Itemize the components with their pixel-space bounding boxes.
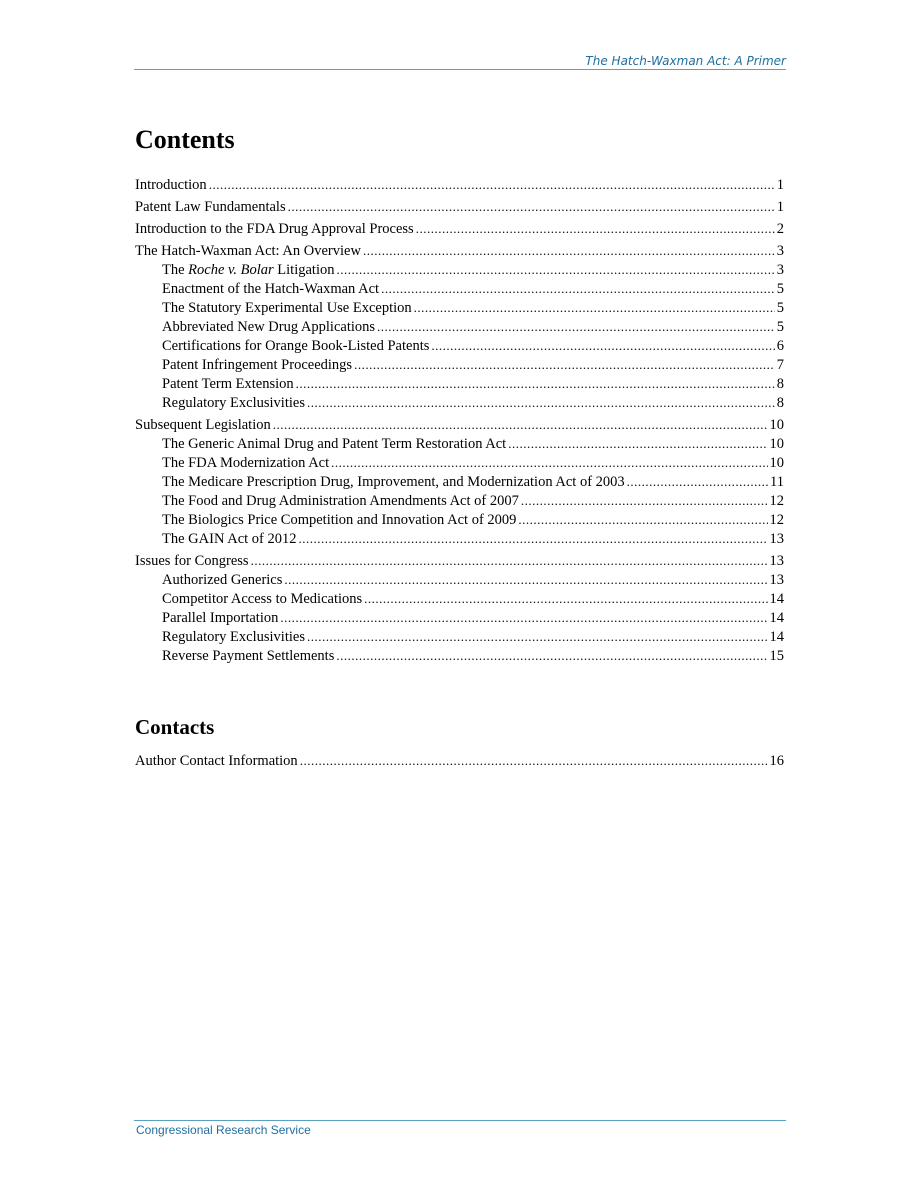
toc-entry[interactable] (135, 260, 784, 279)
toc-entry[interactable] (135, 197, 784, 216)
toc-entry[interactable] (135, 551, 784, 570)
toc-page-number: 13 (769, 572, 784, 588)
toc-entry[interactable] (135, 529, 784, 548)
dot-leader (627, 472, 768, 491)
toc-page-number: 14 (769, 629, 784, 645)
toc-entry-title-suffix: Litigation (273, 262, 335, 278)
toc-entry[interactable] (135, 415, 784, 434)
toc-page-number: 1 (776, 177, 784, 193)
toc-entry[interactable] (135, 374, 784, 393)
dot-leader (354, 355, 775, 374)
dot-leader (364, 589, 767, 608)
toc-page-number: 8 (776, 376, 784, 392)
toc-entry-title: The FDA Modernization Act (162, 455, 330, 471)
footer-source: Congressional Research Service (136, 1123, 311, 1137)
dot-leader (288, 197, 775, 216)
header-rule (134, 69, 786, 70)
dot-leader (300, 751, 768, 770)
dot-leader (336, 260, 774, 279)
toc-entry-title: The Hatch-Waxman Act: An Overview (135, 243, 361, 259)
toc-entry-title (162, 261, 334, 280)
dot-leader (307, 627, 768, 646)
dot-leader (273, 415, 768, 434)
toc-entry[interactable] (135, 298, 784, 317)
contacts-list (135, 751, 784, 770)
toc-entry[interactable] (135, 219, 784, 238)
toc-entry[interactable] (135, 453, 784, 472)
toc-entry[interactable] (135, 510, 784, 529)
toc-page-number: 5 (776, 281, 784, 297)
toc-entry-title-prefix: The (162, 262, 189, 278)
dot-leader (377, 317, 775, 336)
toc-entry[interactable] (135, 472, 784, 491)
dot-leader (209, 175, 775, 194)
toc-page-number: 10 (769, 436, 784, 452)
toc-entry-title: Subsequent Legislation (135, 417, 271, 433)
dot-leader (336, 646, 767, 665)
toc-entry-title: Reverse Payment Settlements (162, 648, 335, 664)
toc-entry-title: The Medicare Prescription Drug, Improvement, and Modernization Act of 2003 (162, 474, 625, 490)
dot-leader (284, 570, 767, 589)
toc-entry-title: The GAIN Act of 2012 (162, 531, 297, 547)
dot-leader (416, 219, 775, 238)
table-of-contents (135, 175, 784, 665)
toc-entry-title: The Statutory Experimental Use Exception (162, 300, 412, 316)
footer-rule (134, 1120, 786, 1121)
toc-entry-title: Enactment of the Hatch-Waxman Act (162, 281, 380, 297)
toc-entry[interactable] (135, 589, 784, 608)
toc-entry-title: Parallel Importation (162, 610, 279, 626)
toc-entry-title: The Generic Animal Drug and Patent Term Restoration Act (162, 436, 507, 452)
toc-page-number: 14 (769, 591, 784, 607)
dot-leader (414, 298, 775, 317)
toc-entry-title: Regulatory Exclusivities (162, 629, 305, 645)
toc-entry-title: Patent Law Fundamentals (135, 199, 286, 215)
toc-entry[interactable] (135, 491, 784, 510)
running-header: The Hatch-Waxman Act: A Primer (585, 54, 786, 68)
toc-page-number: 5 (776, 300, 784, 316)
toc-entry[interactable] (135, 751, 784, 770)
dot-leader (431, 336, 774, 355)
toc-entry[interactable] (135, 336, 784, 355)
toc-page-number: 2 (776, 221, 784, 237)
toc-entry[interactable] (135, 570, 784, 589)
toc-entry-title: Certifications for Orange Book-Listed Patents (162, 338, 430, 354)
dot-leader (518, 510, 767, 529)
toc-page-number: 14 (769, 610, 784, 626)
toc-entry-title: Patent Term Extension (162, 376, 294, 392)
toc-entry[interactable] (135, 627, 784, 646)
toc-page-number: 7 (776, 357, 784, 373)
toc-entry-title: Author Contact Information (135, 753, 298, 769)
dot-leader (307, 393, 775, 412)
toc-entry-title: Issues for Congress (135, 553, 249, 569)
toc-page-number: 10 (769, 455, 784, 471)
toc-entry-title-italic: Roche v. Bolar (188, 262, 274, 278)
toc-entry[interactable] (135, 317, 784, 336)
dot-leader (331, 453, 767, 472)
toc-page-number: 1 (776, 199, 784, 215)
toc-entry[interactable] (135, 646, 784, 665)
toc-entry[interactable] (135, 434, 784, 453)
toc-page-number: 12 (769, 512, 784, 528)
toc-page-number: 8 (776, 395, 784, 411)
toc-page-number: 11 (770, 474, 784, 490)
toc-page-number: 6 (776, 338, 784, 354)
contents-title: Contents (135, 125, 235, 154)
toc-entry-title: Competitor Access to Medications (162, 591, 363, 607)
toc-page-number: 13 (769, 531, 784, 547)
toc-page-number: 10 (769, 417, 784, 433)
toc-page-number: 16 (769, 753, 784, 769)
toc-page-number: 15 (769, 648, 784, 664)
dot-leader (381, 279, 775, 298)
toc-entry[interactable] (135, 241, 784, 260)
toc-page-number: 12 (769, 493, 784, 509)
dot-leader (296, 374, 775, 393)
toc-entry-title: Introduction (135, 177, 207, 193)
toc-entry-title: Introduction to the FDA Drug Approval Process (135, 221, 414, 237)
toc-page-number: 3 (776, 262, 784, 278)
toc-entry[interactable] (135, 355, 784, 374)
dot-leader (280, 608, 767, 627)
toc-entry[interactable] (135, 279, 784, 298)
toc-entry[interactable] (135, 175, 784, 194)
toc-entry[interactable] (135, 393, 784, 412)
toc-entry-title: Abbreviated New Drug Applications (162, 319, 376, 335)
toc-entry-title: Patent Infringement Proceedings (162, 357, 353, 373)
toc-entry-title: Regulatory Exclusivities (162, 395, 305, 411)
dot-leader (363, 241, 775, 260)
toc-page-number: 5 (776, 319, 784, 335)
dot-leader (251, 551, 768, 570)
dot-leader (521, 491, 768, 510)
dot-leader (508, 434, 767, 453)
dot-leader (299, 529, 768, 548)
toc-page-number: 3 (776, 243, 784, 259)
contacts-title: Contacts (135, 715, 215, 739)
toc-page-number: 13 (769, 553, 784, 569)
toc-entry[interactable] (135, 608, 784, 627)
toc-entry-title: The Biologics Price Competition and Innovation Act of 2009 (162, 512, 517, 528)
toc-entry-title: Authorized Generics (162, 572, 283, 588)
toc-entry-title: The Food and Drug Administration Amendments Act of 2007 (162, 493, 519, 509)
